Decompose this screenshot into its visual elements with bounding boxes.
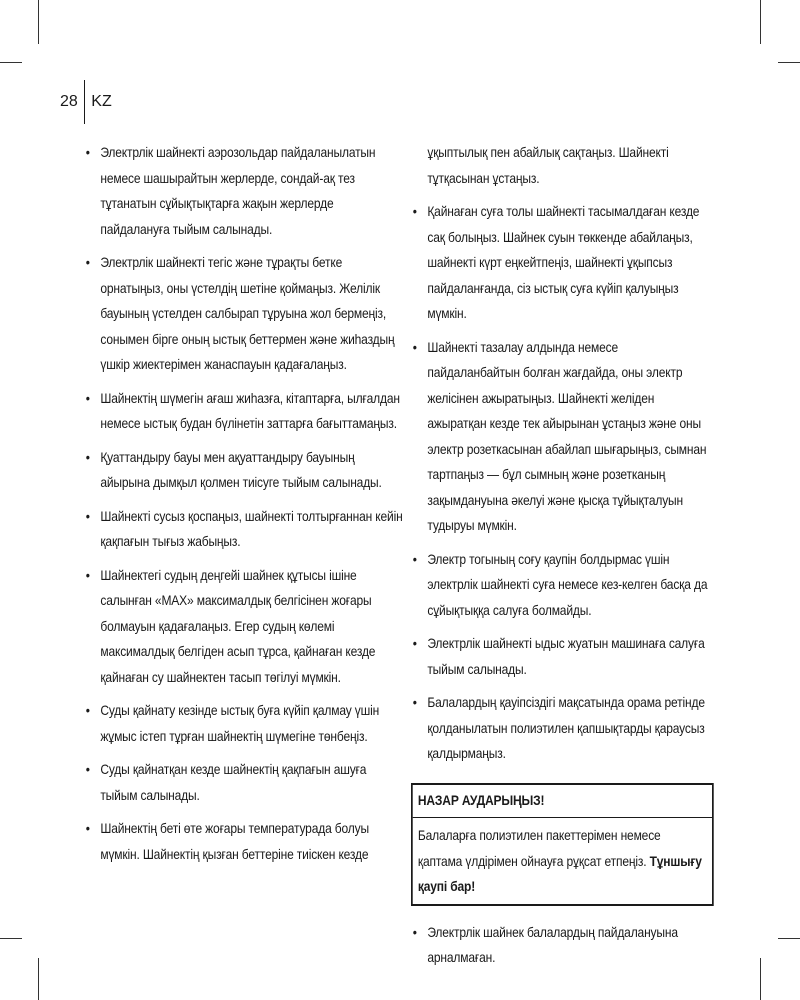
warning-box xyxy=(411,783,714,906)
list-item: • Қуаттандыру бауы мен ақуаттандыру бауының айырына дымқыл қолмен тиісуге тыйым салынады. xyxy=(84,445,404,496)
language-code: KZ xyxy=(91,93,112,110)
warning-emphasis: Тұншығу қаупі бар! xyxy=(417,852,702,894)
warning-title: НАЗАР АУДАРЫҢЫЗ! xyxy=(413,785,712,819)
crop-mark-bottom-right-horizontal xyxy=(778,938,800,939)
crop-mark-top-left xyxy=(38,0,39,44)
safety-list-right xyxy=(411,199,712,767)
list-item: • Шайнектегі судың деңгейі шайнек құтысы ішіне салынған «MAX» максималдық белгісінен жоғары болмауын қадағалаңыз. Егер судың көлемі максималдық белгіден асып тұрса, қайнаған кезде қайнаған су шайнектен тасып төгілуі мүмкін. xyxy=(84,563,404,691)
crop-mark-bottom-right xyxy=(760,958,761,1000)
list-item: • Электрлік шайнек балалардың пайдалануына арналмаған. xyxy=(411,920,712,971)
list-item: • Қайнаған суға толы шайнекті тасымалдаған кезде сақ болыңыз. Шайнек суын төккенде абайлаңыз, шайнекті күрт еңкейтпеңіз, шайнекті ұқыпсыз пайдаланғанда, сіз ыстық суға күйіп қалуыңыз мүмкін. xyxy=(411,199,712,327)
left-column xyxy=(84,140,404,875)
list-item: • Балалардың қауіпсіздігі мақсатында орама ретінде қолданылатын полиэтилен қапшықтарды қараусыз қалдырмаңыз. xyxy=(411,690,712,767)
safety-list-left xyxy=(84,140,404,867)
crop-mark-top-right-horizontal xyxy=(778,62,800,63)
list-item: • Шайнектің шүмегін ағаш жиһазға, кітаптарға, ылғалдан немесе ыстық будан бүлінетін заттарға бағыттамаңыз. xyxy=(84,386,404,437)
right-column xyxy=(411,140,712,979)
page-number: 28 xyxy=(60,93,78,110)
list-item: • Суды қайнатқан кезде шайнектің қақпағын ашуға тыйым салынады. xyxy=(84,757,404,808)
page-header xyxy=(60,80,112,124)
list-item: • Электр тогының соғу қаупін болдырмас үшін электрлік шайнекті суға немесе кез-келген басқа да сұйықтыққа салуға болмайды. xyxy=(411,547,712,624)
crop-mark-top-right xyxy=(760,0,761,44)
crop-mark-bottom-left-horizontal xyxy=(0,938,22,939)
list-item: • Шайнекті сусыз қоспаңыз, шайнекті толтырғаннан кейін қақпағын тығыз жабыңыз. xyxy=(84,504,404,555)
crop-mark-top-left-horizontal xyxy=(0,62,22,63)
warning-text: Балаларға полиэтилен пакеттерімен немесе қаптама үлдірімен ойнауға рұқсат етпеңіз. xyxy=(417,827,661,869)
list-item: • Электрлік шайнекті тегіс және тұрақты бетке орнатыңыз, оны үстелдің шетіне қоймаңыз. Желілік бауының үстелден салбырап тұруына жол бермеңіз, сонымен бірге оның ыстық беттермен және жиһаздың үшкір жиектерімен жанаспауын қадағалаңыз. xyxy=(84,250,404,378)
crop-mark-bottom-left xyxy=(38,958,39,1000)
list-item: • Электрлік шайнекті аэрозольдар пайдаланылатын немесе шашырайтын жерлерде, сондай-ақ тез тұтанатын сұйықтықтарға жақын жерлерде пайдалануға тыйым салынады. xyxy=(84,140,404,242)
continuation-paragraph: ұқыптылық пен абайлық сақтаңыз. Шайнекті тұтқасынан ұстаңыз. xyxy=(427,144,669,186)
list-item: • Суды қайнату кезінде ыстық буға күйіп қалмау үшін жұмыс істеп тұрған шайнектің шүмегіне төнбеңіз. xyxy=(84,698,404,749)
warning-text-block xyxy=(413,818,712,904)
list-item: • Шайнекті тазалау алдында немесе пайдаланбайтын болған жағдайда, оны электр желісінен ажыратыңыз. Шайнекті желіден ажыратқан кезде тек айырынан ұстаңыз және оны электр розеткасынан абайлап шығарыңыз, сымнан тартпаңыз — бұл сымның және розетканың зақымдануына әкелуі және қысқа тұйықталуын тудыруы мүмкін. xyxy=(411,335,712,539)
list-item: • Шайнектің беті өте жоғары температурада болуы мүмкін. Шайнектің қызған беттеріне тиіскен кезде xyxy=(84,816,404,867)
safety-list-final xyxy=(411,920,712,971)
list-item: • Электрлік шайнекті ыдыс жуатын машинаға салуға тыйым салынады. xyxy=(411,631,712,682)
